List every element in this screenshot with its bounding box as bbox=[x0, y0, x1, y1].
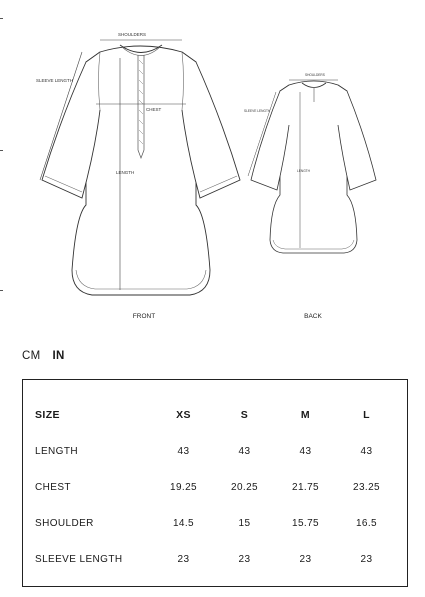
table-cell: 23 bbox=[299, 553, 312, 565]
size-m-header: M bbox=[300, 409, 311, 421]
table-cell: 23.25 bbox=[352, 481, 381, 493]
table-cell: 43 bbox=[177, 445, 190, 457]
table-cell: 14.5 bbox=[172, 517, 195, 529]
row-label: CHEST bbox=[35, 481, 71, 493]
unit-toggle bbox=[22, 350, 65, 362]
unit-cm-option[interactable]: CM bbox=[22, 350, 41, 362]
table-cell: 23 bbox=[238, 553, 251, 565]
table-cell: 15.75 bbox=[291, 517, 320, 529]
table-row bbox=[35, 469, 397, 505]
row-label: SLEEVE LENGTH bbox=[35, 553, 123, 565]
table-cell: 15 bbox=[238, 517, 251, 529]
size-header: SIZE bbox=[35, 409, 60, 421]
row-label: SHOULDER bbox=[35, 517, 94, 529]
table-cell: 43 bbox=[299, 445, 312, 457]
front-chest-label: CHEST bbox=[146, 107, 162, 112]
back-garment bbox=[251, 81, 376, 253]
back-sleeve-length-label: SLEEVE LENGTH bbox=[244, 109, 271, 113]
row-label: LENGTH bbox=[35, 445, 78, 457]
table-cell: 20.25 bbox=[230, 481, 259, 493]
size-table bbox=[35, 397, 397, 577]
table-cell: 43 bbox=[238, 445, 251, 457]
back-length-label: LENGTH bbox=[297, 169, 310, 173]
back-caption: BACK bbox=[304, 313, 322, 320]
front-caption: FRONT bbox=[132, 313, 156, 320]
back-shoulders-label: SHOULDERS bbox=[305, 73, 325, 77]
unit-in-option[interactable]: IN bbox=[52, 350, 65, 362]
table-cell: 21.75 bbox=[291, 481, 320, 493]
front-length-label: LENGTH bbox=[116, 170, 135, 175]
front-shoulders-label: SHOULDERS bbox=[118, 32, 147, 37]
size-xs-header: XS bbox=[176, 409, 191, 421]
table-row bbox=[35, 505, 397, 541]
table-cell: 19.25 bbox=[169, 481, 198, 493]
table-cell: 16.5 bbox=[355, 517, 378, 529]
size-s-header: S bbox=[240, 409, 249, 421]
table-cell: 43 bbox=[360, 445, 373, 457]
table-cell: 23 bbox=[360, 553, 373, 565]
table-cell: 23 bbox=[177, 553, 190, 565]
table-header-row bbox=[35, 397, 397, 433]
size-l-header: L bbox=[363, 409, 370, 421]
table-row bbox=[35, 433, 397, 469]
size-chart bbox=[22, 379, 408, 587]
table-row bbox=[35, 541, 397, 577]
front-sleeve-length-label: SLEEVE LENGTH bbox=[36, 78, 74, 83]
